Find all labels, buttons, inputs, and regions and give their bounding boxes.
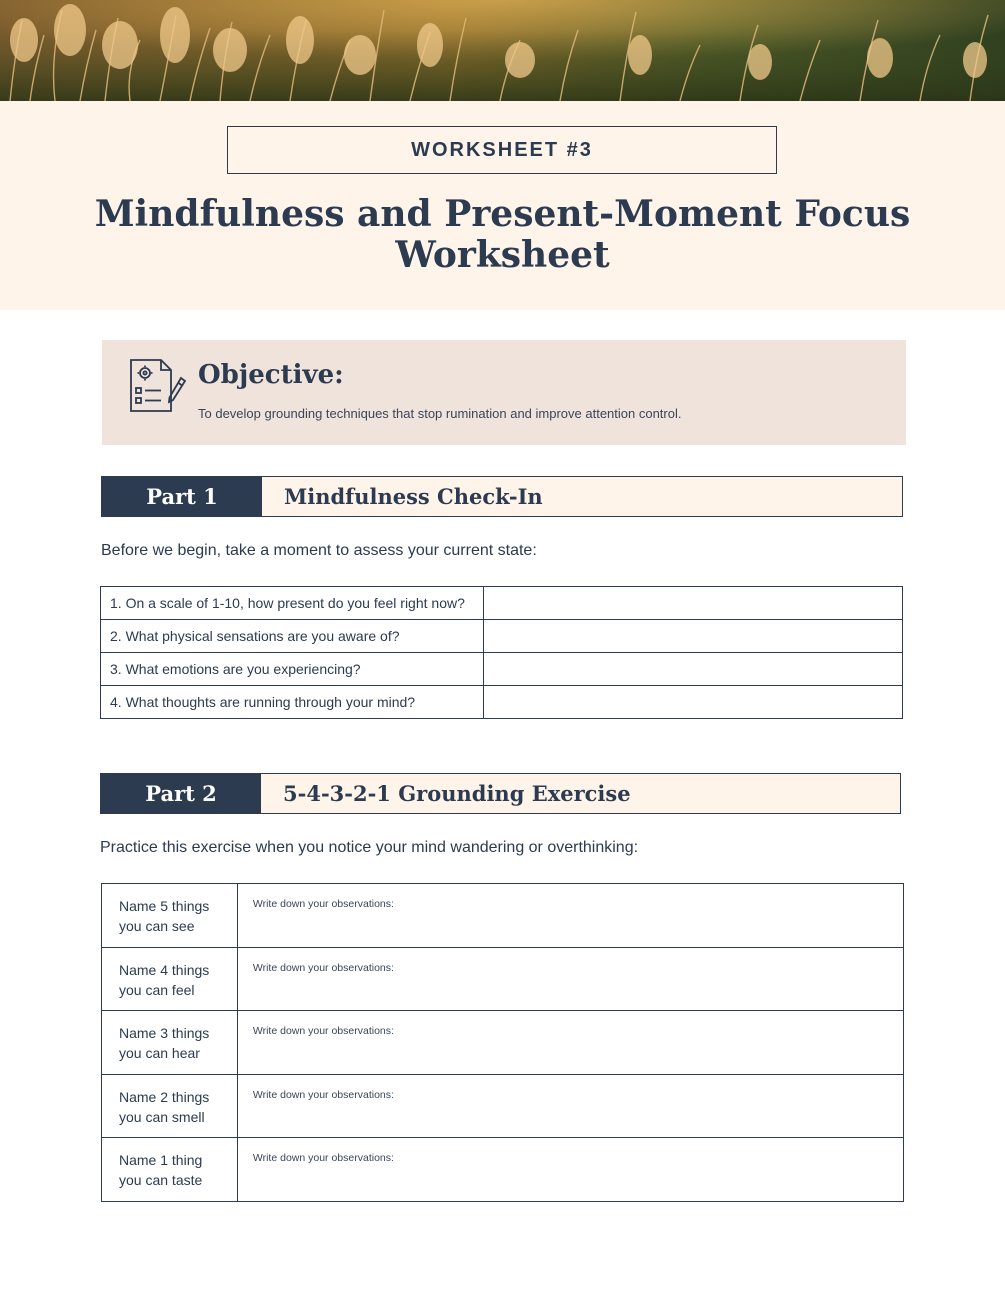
table-row [101, 686, 903, 719]
part1-label: Part 1 [102, 477, 262, 516]
part2-title: 5-4-3-2-1 Grounding Exercise [261, 774, 900, 813]
table-row [101, 587, 903, 620]
part2-intro: Practice this exercise when you notice your mind wandering or overthinking: [100, 839, 639, 856]
checkin-answer-field[interactable] [483, 653, 902, 686]
checkin-table [100, 586, 903, 719]
grounding-label: Name 4 things you can feel [102, 947, 238, 1011]
objective-box [102, 340, 906, 445]
checkin-question: 2. What physical sensations are you aware of? [101, 620, 484, 653]
table-row [102, 947, 904, 1011]
part1-header [101, 476, 903, 517]
checkin-question: 1. On a scale of 1-10, how present do you feel right now? [101, 587, 484, 620]
part1-intro: Before we begin, take a moment to assess your current state: [101, 542, 537, 559]
part2-header [100, 773, 901, 814]
objective-text: To develop grounding techniques that stop rumination and improve attention control. [198, 406, 682, 421]
grounding-label: Name 2 things you can smell [102, 1074, 238, 1138]
worksheet-tag: WORKSHEET #3 [227, 126, 777, 174]
hero-banner-image [0, 0, 1005, 101]
table-row [102, 1138, 904, 1202]
grounding-label: Name 5 things you can see [102, 884, 238, 948]
table-row [101, 620, 903, 653]
observation-field[interactable]: Write down your observations: [237, 1138, 903, 1202]
checkin-question: 4. What thoughts are running through your mind? [101, 686, 484, 719]
table-row [102, 884, 904, 948]
grounding-table [101, 883, 904, 1202]
observation-field[interactable]: Write down your observations: [237, 947, 903, 1011]
table-row [102, 1074, 904, 1138]
observation-field[interactable]: Write down your observations: [237, 884, 903, 948]
part1-title: Mindfulness Check-In [262, 477, 902, 516]
checkin-answer-field[interactable] [483, 620, 902, 653]
page-title: Mindfulness and Present-Moment Focus Worksheet [94, 193, 911, 276]
table-row [102, 1011, 904, 1075]
checkin-answer-field[interactable] [483, 686, 902, 719]
observation-field[interactable]: Write down your observations: [237, 1011, 903, 1075]
grounding-label: Name 3 things you can hear [102, 1011, 238, 1075]
grounding-label: Name 1 thing you can taste [102, 1138, 238, 1202]
checkin-question: 3. What emotions are you experiencing? [101, 653, 484, 686]
table-row [101, 653, 903, 686]
observation-field[interactable]: Write down your observations: [237, 1074, 903, 1138]
objective-heading: Objective: [198, 360, 344, 390]
part2-label: Part 2 [101, 774, 261, 813]
checkin-answer-field[interactable] [483, 587, 902, 620]
document-checklist-icon [129, 358, 187, 419]
